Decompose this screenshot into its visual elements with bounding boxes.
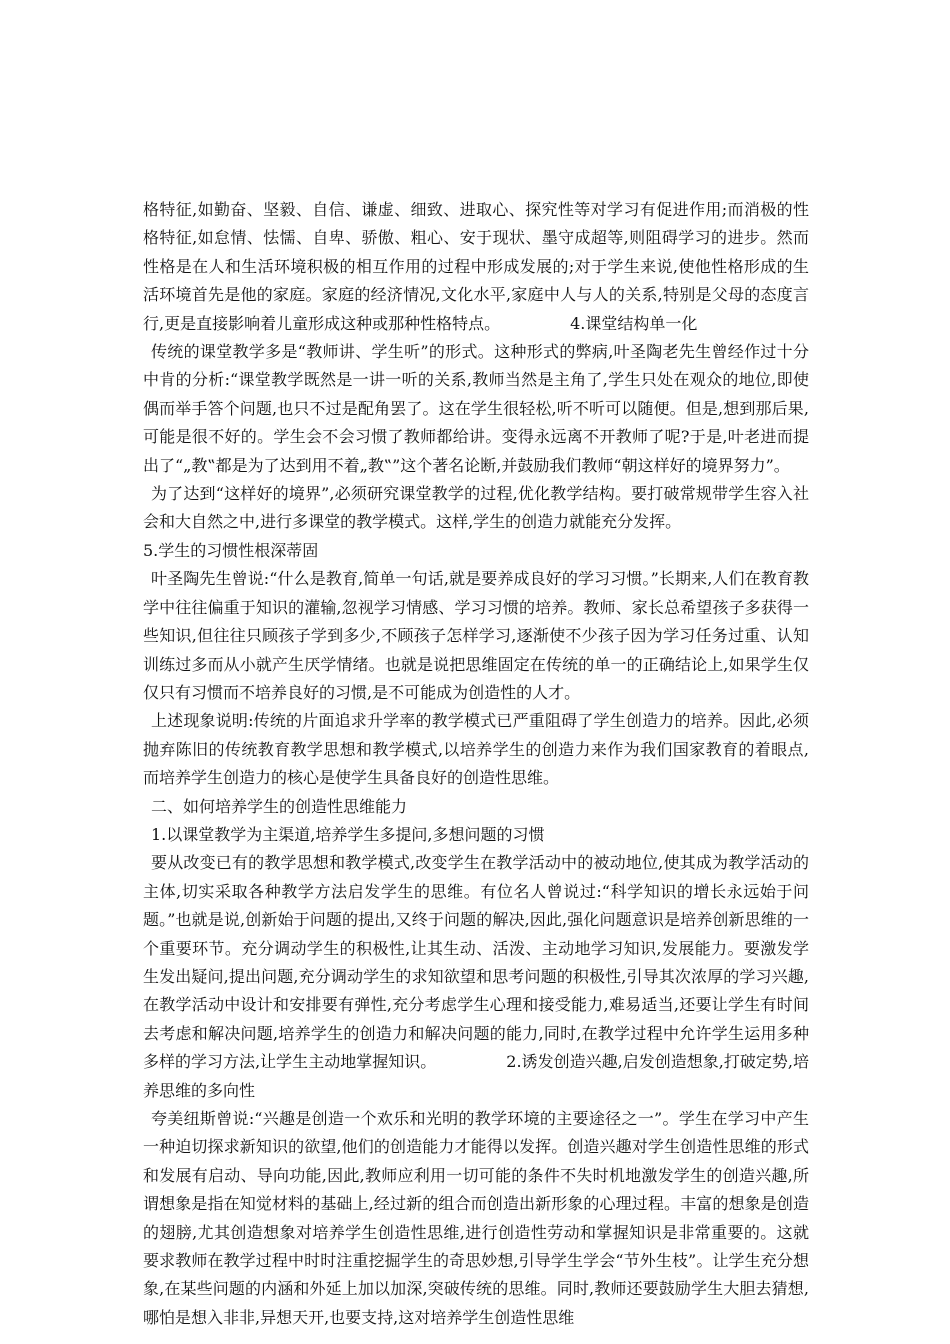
subheading-creative-interest: 2.诱发创造兴趣,启发创造想象,打破定势,培养思维的多向性	[143, 1052, 809, 1100]
paragraph-good-habits: 叶圣陶先生曾说:“什么是教育,简单一句话,就是要养成良好的学习习惯。”长期来,人们在教育教学中往往偏重于知识的灌输,忽视学习情感、学习习惯的培养。教师、家长总希望孩子多获得一些知识,但往往只顾孩子学到多少,不顾孩子怎样学习,逐渐使不少孩子因为学习任务过重、认知训练过多而从小就产生厌学情绪。也就是说把思维固定在传统的单一的正确结论上,如果学生仅仅只有习惯而不培养良好的习惯,是不可能成为创造性的人才。	[143, 569, 809, 702]
paragraph-personality	[143, 196, 809, 338]
section-heading-how-to-cultivate: 二、如何培养学生的创造性思维能力	[151, 796, 408, 816]
paragraph-text: 格特征,如勤奋、坚毅、自信、谦虚、细致、进取心、探究性等对学习有促进作用;而消极的性格特征,如怠情、怯懦、自卑、骄傲、粗心、安于现状、墨守成超等,则阻碍学习的进步。然而性格是在人和生活环境积极的相互作用的过程中形成发展的;对于学生来说,使他性格形成的生活环境首先是他的家庭。家庭的经济情况,文化水平,家庭中人与人的关系,特别是父母的态度言行,更是直接影响着儿童形成这种或那种性格特点。	[143, 200, 809, 333]
section-heading-classroom-structure: 4.课堂结构单一化	[570, 313, 698, 333]
section-heading-habits: 5.学生的习惯性根深蒂固	[143, 540, 319, 560]
paragraph-traditional-teaching: 传统的课堂教学多是“教师讲、学生听”的形式。这种形式的弊病,叶圣陶老先生曾经作过十分中肯的分析:“课堂教学既然是一讲一听的关系,教师当然是主角了,学生只处在观众的地位,即使偶而举手答个问题,也只不过是配角罢了。这在学生很轻松,听不听可以随便。但是,想到那后果,可能是很不好的。学生会不会习惯了教师都给讲。变得永远离不开教师了呢?于是,叶老进而提出了“„教‟都是为了达到用不着„教‟”这个著名论断,并鼓励我们教师“朝这样好的境界努力”。	[143, 342, 809, 475]
paragraph-text: 要从改变已有的教学思想和教学模式,改变学生在教学活动中的被动地位,使其成为教学活动的主体,切实采取各种教学方法启发学生的思维。有位名人曾说过:“科学知识的增长永远始于问题。”也就是说,创新始于问题的提出,又终于问题的解决,因此,强化问题意识是培养创新思维的一个重要环节。充分调动学生的积极性,让其生动、活泼、主动地学习知识,发展能力。要激发学生发出疑问,提出问题,充分调动学生的求知欲望和思考问题的积极性,引导其次浓厚的学习兴趣,在教学活动中设计和安排要有弹性,充分考虑学生心理和接受能力,难易适当,还要让学生有时间去考虑和解决问题,培养学生的创造力和解决问题的能力,同时,在教学过程中允许学生运用多种多样的学习方法,让学生主动地掌握知识。	[143, 853, 809, 1072]
paragraph-questioning	[143, 849, 809, 1105]
paragraph-summary: 上述现象说明:传统的片面追求升学率的教学模式已严重阻碍了学生创造力的培养。因此,必须抛弃陈旧的传统教育教学思想和教学模式,以培养学生的创造力来作为我们国家教育的着眼点,而培养学生创造力的核心是使学生具备良好的创造性思维。	[143, 711, 809, 788]
document-body	[143, 196, 809, 1332]
paragraph-ideal-state: 为了达到“这样好的境界”,必须研究课堂教学的过程,优化教学结构。要打破常规带学生容入社会和大自然之中,进行多课堂的教学模式。这样,学生的创造力就能充分发挥。	[143, 484, 809, 532]
paragraph-imagination: 夸美纽斯曾说:“兴趣是创造一个欢乐和光明的教学环境的主要途径之一”。学生在学习中产生一种迫切探求新知识的欲望,他们的创造能力才能得以发挥。创造兴趣对学生创造性思维的形式和发展有启动、导向功能,因此,教师应利用一切可能的条件不失时机地激发学生的创造兴趣,所谓想象是指在知觉材料的基础上,经过新的组合而创造出新形象的心理过程。丰富的想象是创造的翅膀,尤其创造想象对培养学生创造性思维,进行创造性劳动和掌握知识是非常重要的。这就要求教师在教学过程中时时注重挖掘学生的奇思妙想,引导学生学会“节外生枝”。让学生充分想象,在某些问题的内涵和外延上加以加深,突破传统的思维。同时,教师还要鼓励学生大胆去猜想,哪怕是想入非非,异想天开,也要支持,这对培养学生创造性思维	[143, 1109, 809, 1327]
subheading-classroom-channel: 1.以课堂教学为主渠道,培养学生多提问,多想问题的习惯	[151, 824, 545, 844]
